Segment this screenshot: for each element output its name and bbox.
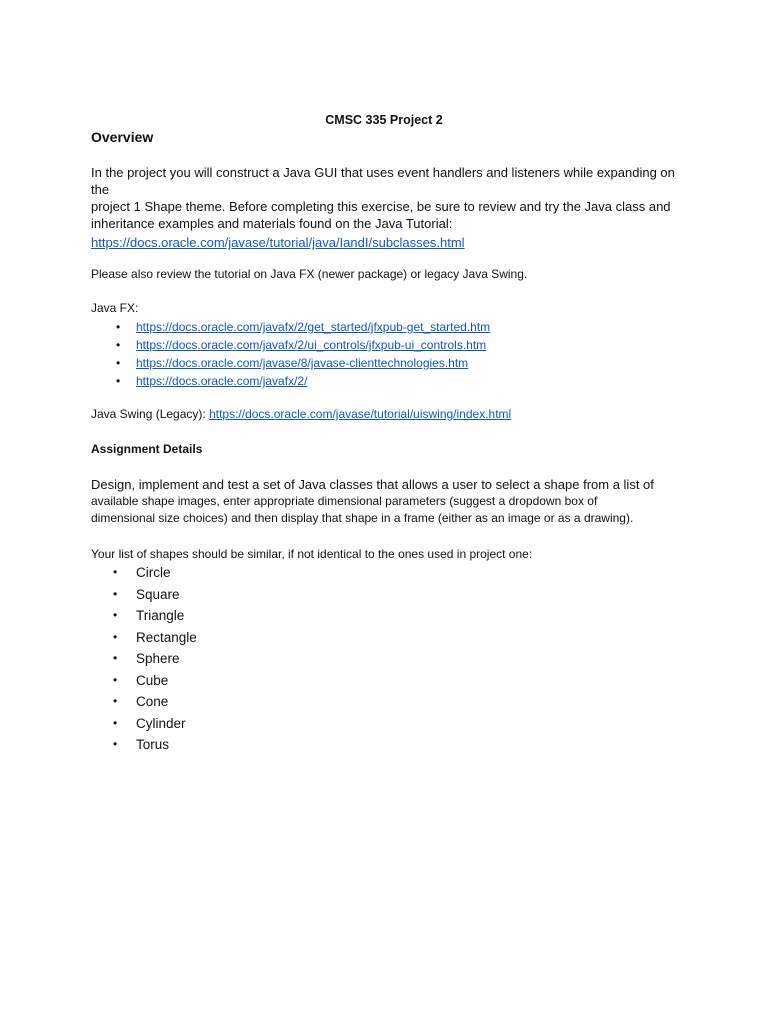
shape-name: Torus	[136, 737, 170, 752]
shape-name: Cylinder	[136, 715, 186, 731]
design-paragraph	[91, 476, 691, 527]
swing-label: Java Swing (Legacy):	[91, 407, 210, 421]
shape-name: Triangle	[136, 608, 185, 623]
bullet: •	[113, 565, 118, 579]
javafx-link[interactable]: https://docs.oracle.com/javafx/2/	[136, 374, 308, 388]
bullet: •	[116, 356, 121, 370]
bullet: •	[113, 737, 118, 751]
list-item	[91, 562, 197, 584]
list-item	[91, 670, 197, 692]
shape-name: Sphere	[136, 651, 180, 666]
design-line: available shape images, enter appropriate dimensional parameters (suggest a dropdown box of	[91, 494, 598, 508]
bullet: •	[113, 586, 118, 601]
shape-name: Cone	[136, 694, 169, 709]
list-item	[91, 336, 490, 354]
bullet: •	[116, 338, 121, 352]
design-line: Design, implement and test a set of Java classes that allows a user to select a shape from a list of	[91, 477, 654, 492]
overview-heading: Overview	[91, 129, 154, 145]
bullet: •	[113, 608, 118, 622]
shape-name: Circle	[136, 565, 171, 580]
list-item	[91, 691, 197, 713]
javafx-link[interactable]: https://docs.oracle.com/javafx/2/ui_controls/jfxpub-ui_controls.htm	[136, 338, 487, 352]
list-item	[91, 318, 490, 336]
bullet: •	[113, 629, 118, 644]
list-item	[91, 713, 197, 735]
list-item	[91, 648, 197, 670]
bullet: •	[116, 320, 121, 334]
list-item	[91, 627, 197, 649]
javafx-label: Java FX:	[91, 301, 139, 315]
tutorial-link[interactable]: https://docs.oracle.com/javase/tutorial/java/IandI/subclasses.html	[91, 235, 465, 250]
shapes-intro: Your list of shapes should be similar, if not identical to the ones used in project one:	[91, 547, 533, 561]
list-item	[91, 605, 197, 627]
bullet: •	[113, 715, 118, 730]
document-title: CMSC 335 Project 2	[325, 113, 443, 127]
javafx-link[interactable]: https://docs.oracle.com/javase/8/javase-clienttechnologies.htm	[136, 356, 469, 370]
bullet: •	[116, 374, 121, 388]
swing-link[interactable]: https://docs.oracle.com/javase/tutorial/uiswing/index.html	[209, 407, 512, 421]
list-item	[91, 372, 490, 390]
shape-name: Rectangle	[136, 629, 197, 645]
list-item	[91, 354, 490, 372]
design-line: dimensional size choices) and then display that shape in a frame (either as an image or as a drawing).	[91, 511, 634, 525]
shape-name: Square	[136, 586, 180, 602]
intro-line: project 1 Shape theme. Before completing this exercise, be sure to review and try the Java class and	[91, 199, 671, 214]
javafx-link-list	[91, 318, 490, 390]
shapes-list	[91, 562, 197, 756]
javafx-link[interactable]: https://docs.oracle.com/javafx/2/get_started/jfxpub-get_started.htm	[136, 320, 491, 334]
bullet: •	[113, 672, 118, 687]
list-item	[91, 584, 197, 606]
intro-paragraph	[91, 164, 691, 232]
bullet: •	[113, 694, 118, 708]
assignment-heading: Assignment Details	[91, 442, 203, 456]
review-text: Please also review the tutorial on Java FX (newer package) or legacy Java Swing.	[91, 267, 528, 281]
shape-name: Cube	[136, 672, 169, 688]
bullet: •	[113, 651, 118, 665]
intro-line: inheritance examples and materials found on the Java Tutorial:	[91, 216, 453, 231]
swing-line	[91, 406, 691, 423]
intro-line: In the project you will construct a Java GUI that uses event handlers and listeners while expanding on the	[91, 165, 675, 197]
list-item	[91, 734, 197, 756]
